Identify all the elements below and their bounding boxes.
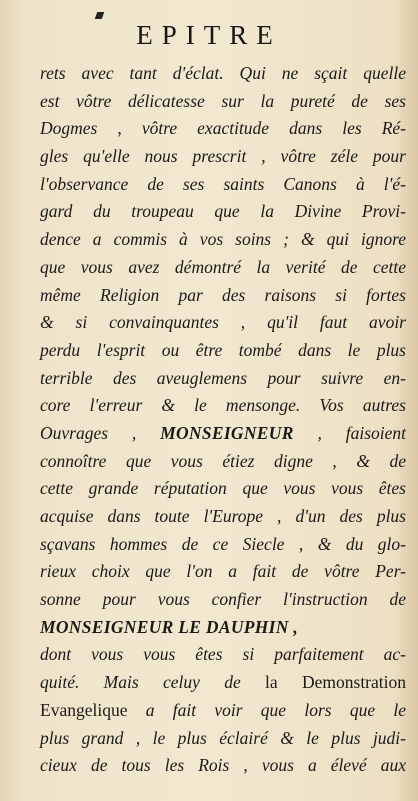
text-line [40,420,406,448]
text-run: quité. Mais celuy de [40,672,266,693]
text-run: plus grand , le plus éclairé & le plus judi- [40,727,406,748]
text-run: même Religion par des raisons si fortes [40,284,406,305]
text-run: dont vous vous êtes si parfaitement ac- [40,644,406,665]
text-line [40,697,406,725]
text-run: l'observance de ses saints Canons à l'é- [40,173,406,194]
text-run: est vôtre délicatesse sur la pureté de ses [40,90,406,111]
text-line [40,475,406,503]
text-run: la Demonstration [265,672,406,693]
text-run: Dogmes , vôtre exactitude dans les Ré- [40,118,406,139]
text-line [40,198,406,226]
text-line [40,752,406,780]
text-run: MONSEIGNEUR LE DAUPHIN , [40,616,299,637]
text-line [40,226,406,254]
text-run: gard du troupeau que la Divine Provi- [40,201,406,222]
text-run: cieux de tous les Rois , vous a élevé aux [40,755,406,776]
text-run: gles qu'elle nous prescrit , vôtre zéle pour [40,146,406,167]
text-run: , faisoient [293,422,407,443]
text-run: & si convainquantes , qu'il faut avoir [40,312,406,333]
text-run: perdu l'esprit ou être tombé dans le plus [40,339,406,360]
printer-mark [95,12,105,19]
text-run: core l'erreur & le mensonge. Vos autres [40,395,406,416]
text-run: sçavans hommes de ce Siecle , & du glo- [40,533,406,554]
text-run: Evangelique [40,699,128,720]
text-line [40,88,406,116]
text-line [40,365,406,393]
text-run: sonne pour vous confier l'instruction de [40,589,406,610]
text-line [40,503,406,531]
text-line [40,143,406,171]
text-line [40,171,406,199]
text-line [40,392,406,420]
text-run: rets avec tant d'éclat. Qui ne sçait quelle [40,63,406,83]
running-heading: EPITRE [136,20,282,50]
text-line [40,586,406,614]
text-run: rieux choix que l'on a fait de vôtre Per- [40,561,406,582]
text-line [40,60,406,88]
text-line [40,115,406,143]
text-line [40,531,406,559]
text-run: a fait voir que lors que le [127,699,406,720]
text-line [40,282,406,310]
text-line [40,337,406,365]
text-line [40,254,406,282]
text-line [40,309,406,337]
text-run: acquise dans toute l'Europe , d'un des plus [40,506,406,526]
text-line [40,641,406,669]
text-line [40,558,406,586]
text-run: que vous avez démontré la verité de cette [40,256,406,277]
text-line [40,614,406,642]
text-run: cette grande réputation que vous vous êtes [40,478,406,499]
text-line [40,725,406,753]
text-line [40,448,406,476]
text-line [40,669,406,697]
text-run: terrible des aveuglemens pour suivre en- [40,367,406,388]
text-run: MONSEIGNEUR [160,422,294,443]
page-body [40,60,406,780]
text-run: dence a commis à vos soins ; & qui ignore [40,229,406,250]
text-run: connoître que vous étiez digne , & de [40,450,406,471]
text-run: Ouvrages , [40,422,161,443]
